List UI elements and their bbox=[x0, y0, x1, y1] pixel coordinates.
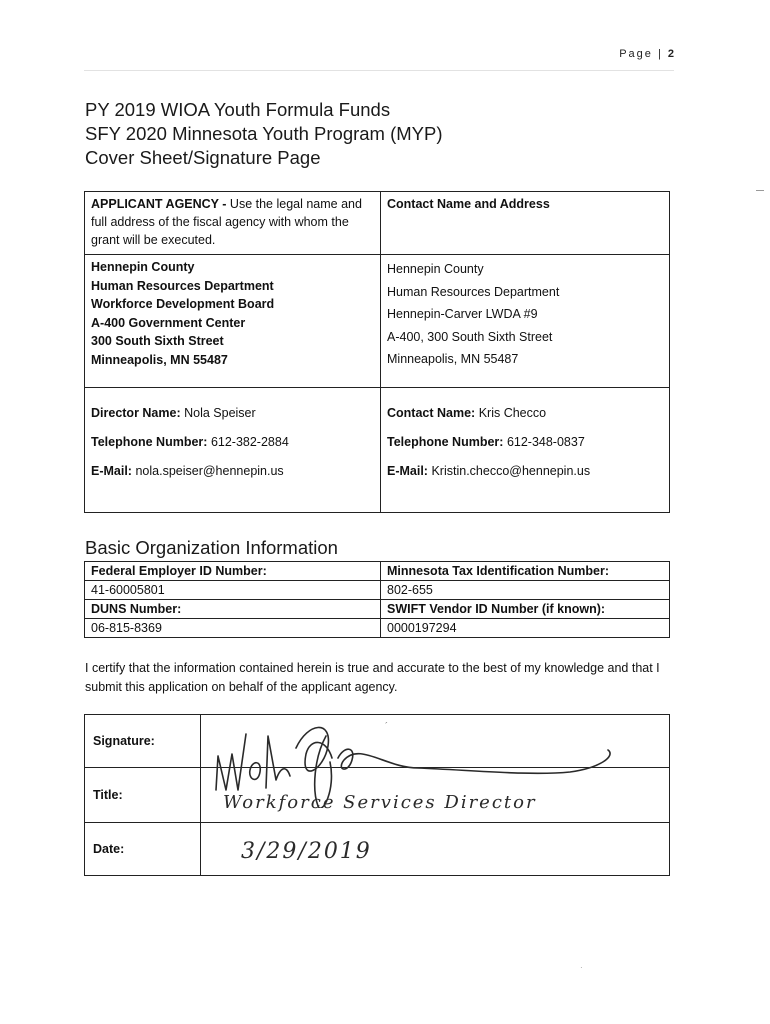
fein-label: Federal Employer ID Number: bbox=[85, 562, 381, 581]
mn-tax-label: Minnesota Tax Identification Number: bbox=[381, 562, 670, 581]
contact-header: Contact Name and Address bbox=[381, 192, 670, 255]
contact-address-line: Hennepin-Carver LWDA #9 bbox=[387, 307, 538, 321]
contact-address bbox=[381, 255, 670, 388]
header-rule bbox=[84, 70, 674, 71]
org-info-title: Basic Organization Information bbox=[85, 537, 338, 558]
date-label: Date: bbox=[85, 823, 201, 876]
contact-address-line: Human Resources Department bbox=[387, 284, 560, 299]
agency-address-line: Minneapolis, MN 55487 bbox=[91, 352, 228, 367]
date-field bbox=[201, 823, 670, 876]
swift-value: 0000197294 bbox=[381, 619, 670, 638]
stray-dot: · bbox=[580, 963, 583, 972]
agency-address-line: Hennepin County bbox=[91, 260, 195, 274]
agency-table bbox=[84, 191, 670, 513]
contact-info bbox=[381, 388, 670, 513]
mn-tax-value: 802-655 bbox=[381, 581, 670, 600]
handwritten-title: Workforce Services Director bbox=[223, 792, 537, 813]
contact-phone: Telephone Number: 612-348-0837 bbox=[387, 435, 585, 449]
director-info bbox=[85, 388, 381, 513]
duns-value: 06-815-8369 bbox=[85, 619, 381, 638]
signature-label: Signature: bbox=[85, 715, 201, 768]
contact-address-line: A-400, 300 South Sixth Street bbox=[387, 329, 553, 344]
director-name: Director Name: Nola Speiser bbox=[91, 406, 256, 420]
title-label: Title: bbox=[85, 768, 201, 823]
contact-address-line: Minneapolis, MN 55487 bbox=[387, 352, 519, 366]
swift-label: SWIFT Vendor ID Number (if known): bbox=[381, 600, 670, 619]
agency-address-line: A-400 Government Center bbox=[91, 315, 246, 330]
certification-statement: I certify that the information contained herein is true and accurate to the best of my knowledge and that I submit this application on behalf of the applicant agency. bbox=[85, 661, 660, 694]
page-number: Page | 2 bbox=[619, 48, 674, 60]
title-line-3: Cover Sheet/Signature Page bbox=[85, 147, 321, 168]
director-email: E-Mail: nola.speiser@hennepin.us bbox=[91, 464, 284, 478]
handwritten-date: 3/29/2019 bbox=[241, 839, 372, 864]
director-phone: Telephone Number: 612-382-2884 bbox=[91, 435, 289, 449]
document-titles bbox=[85, 98, 443, 170]
contact-name: Contact Name: Kris Checco bbox=[387, 406, 547, 420]
title-line-1: PY 2019 WIOA Youth Formula Funds bbox=[85, 99, 391, 120]
org-info-table bbox=[84, 561, 670, 638]
contact-email: E-Mail: Kristin.checco@hennepin.us bbox=[387, 464, 591, 478]
agency-address-line: 300 South Sixth Street bbox=[91, 334, 224, 348]
stray-mark: ´ bbox=[385, 721, 388, 731]
applicant-agency-header: APPLICANT AGENCY - Use the legal name and full address of the fiscal agency with whom the grant will be executed. bbox=[85, 192, 381, 255]
agency-address-line: Workforce Development Board bbox=[91, 297, 275, 311]
agency-address bbox=[85, 255, 381, 388]
contact-address-line: Hennepin County bbox=[387, 262, 484, 276]
duns-label: DUNS Number: bbox=[85, 600, 381, 619]
title-line-2: SFY 2020 Minnesota Youth Program (MYP) bbox=[85, 123, 443, 144]
handwritten-signature bbox=[100, 698, 640, 808]
scan-edge-mark bbox=[756, 190, 764, 191]
fein-value: 41-60005801 bbox=[85, 581, 381, 600]
agency-address-line: Human Resources Department bbox=[91, 278, 274, 293]
